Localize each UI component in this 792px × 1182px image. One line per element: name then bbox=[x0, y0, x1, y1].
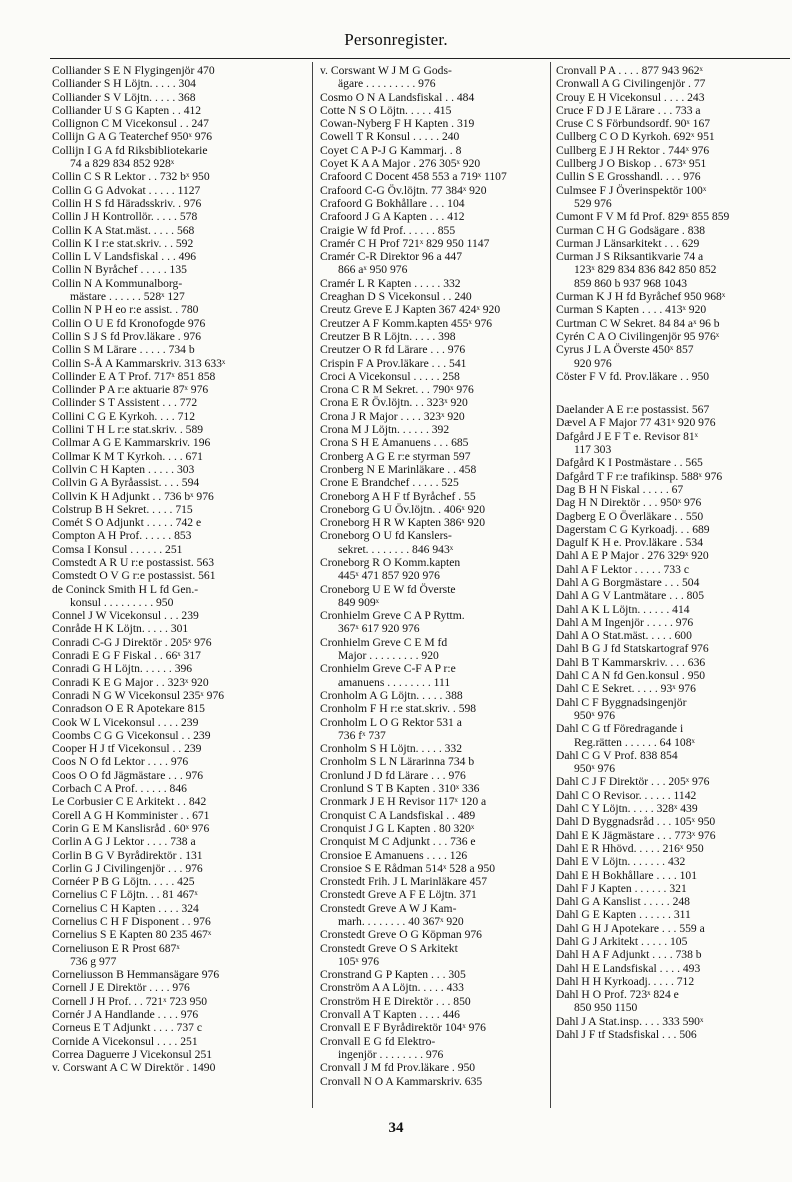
register-entry: Dahl B G J fd Statskartograf 976 bbox=[556, 642, 709, 656]
register-entry: Croneborg U E W fd Överste bbox=[320, 582, 456, 596]
register-entry: Conradi E G F Fiskal . . 66ˣ 317 bbox=[52, 649, 201, 663]
register-entry: Cronhielm Greve C A P Ryttm. bbox=[320, 609, 465, 623]
register-entry: Crona M J Löjtn. . . . . . 392 bbox=[320, 423, 450, 437]
register-entry: Crona C R M Sekret. . . 790ˣ 976 bbox=[320, 383, 474, 397]
register-entry: Dahl J A Stat.insp. . . . 333 590ˣ bbox=[556, 1014, 704, 1028]
register-entry-continuation: 529 976 bbox=[574, 196, 612, 210]
register-entry: Cronvall E F Byrådirektör 104ˣ 976 bbox=[320, 1021, 486, 1035]
register-entry: Colliander S E N Flygingenjör 470 bbox=[52, 64, 215, 77]
register-entry: Coyet K A A Major . 276 305ˣ 920 bbox=[320, 157, 481, 171]
register-entry: Coos O O fd Jägmästare . . . 976 bbox=[52, 768, 204, 782]
register-entry-continuation: 866 aˣ 950 976 bbox=[338, 263, 408, 277]
register-entry: de Coninck Smith H L fd Gen.- bbox=[52, 582, 199, 596]
register-entry-continuation: 859 860 b 937 968 1043 bbox=[574, 276, 688, 290]
register-entry: Crona J R Major . . . . 323ˣ 920 bbox=[320, 409, 465, 423]
register-entry: Corin G E M Kanslisråd . 60ˣ 976 bbox=[52, 821, 210, 835]
register-entry: Corlin G J Civilingenjör . . . 976 bbox=[52, 861, 203, 875]
register-entry: Cronmark J E H Revisor 117ˣ 120 a bbox=[320, 795, 487, 809]
register-entry-continuation: Reg.rätten . . . . . . 64 108ˣ bbox=[574, 735, 695, 749]
register-entry: Comstedt A R U r:e postassist. 563 bbox=[52, 555, 215, 569]
register-entry: Creutzer A F Komm.kapten 455ˣ 976 bbox=[320, 316, 493, 330]
register-entry: Dahl J F tf Stadsfiskal . . . 506 bbox=[556, 1028, 697, 1042]
register-entry: Collinder E A T Prof. 717ˣ 851 858 bbox=[52, 369, 216, 383]
register-entry: Cronsioe S E Rådman 514ˣ 528 a 950 bbox=[320, 861, 495, 875]
register-entry-continuation: ingenjör . . . . . . . . 976 bbox=[338, 1047, 444, 1061]
register-entry: Collin S J S fd Prov.läkare . 976 bbox=[52, 329, 201, 343]
column-divider bbox=[312, 62, 313, 1108]
register-entry: Cornide A Vicekonsul . . . . 251 bbox=[52, 1034, 198, 1048]
register-entry: Cornelius C H Kapten . . . . 324 bbox=[52, 901, 199, 915]
register-entry: Coyet C A P-J G Kammarj. . 8 bbox=[320, 143, 462, 157]
register-entry: Creutzer O R fd Lärare . . . 976 bbox=[320, 343, 466, 357]
register-entry-continuation: amanuens . . . . . . . . 111 bbox=[338, 675, 451, 689]
register-column-2 bbox=[320, 64, 544, 1104]
register-entry: Cullin S E Grosshandl. . . . 976 bbox=[556, 170, 701, 184]
register-entry: Collin N Byråchef . . . . . 135 bbox=[52, 263, 187, 277]
register-entry: Cowell T R Konsul . . . . . 240 bbox=[320, 130, 460, 144]
register-entry: Crispin F A Prov.läkare . . . 541 bbox=[320, 356, 467, 370]
register-entry: Comét S O Adjunkt . . . . . 742 e bbox=[52, 516, 202, 530]
register-entry: Dagerstam C G Kyrkoadj. . . 689 bbox=[556, 522, 710, 536]
register-entry: Crafoord J G A Kapten . . . 412 bbox=[320, 210, 465, 224]
register-entry: Corlin A G J Lektor . . . . 738 a bbox=[52, 835, 196, 849]
register-entry: Cyrus J L A Överste 450ˣ 857 bbox=[556, 343, 694, 357]
register-entry: Collinder S T Assistent . . . 772 bbox=[52, 396, 198, 410]
register-entry: Dahl H E Landsfiskal . . . . 493 bbox=[556, 961, 701, 975]
register-entry: Collin S M Lärare . . . . . 734 b bbox=[52, 343, 195, 357]
register-entry: Cronquist J G L Kapten . 80 320ˣ bbox=[320, 821, 475, 835]
register-entry: Curman K J H fd Byråchef 950 968ˣ bbox=[556, 290, 726, 304]
register-entry: Creutz Greve E J Kapten 367 424ˣ 920 bbox=[320, 303, 501, 317]
register-entry: Coos N O fd Lektor . . . . 976 bbox=[52, 755, 189, 769]
register-entry: Cowan-Nyberg F H Kapten . 319 bbox=[320, 117, 475, 131]
register-entry: Croneborg R O Komm.kapten bbox=[320, 555, 461, 569]
register-entry: Conradi K E G Major . . 323ˣ 920 bbox=[52, 675, 209, 689]
register-entry: Dahl C F Byggnadsingenjör bbox=[556, 695, 687, 709]
register-entry: Dahl C G tf Föredragande i bbox=[556, 722, 684, 736]
register-entry: Curman S Kapten . . . . 413ˣ 920 bbox=[556, 303, 707, 317]
register-entry-continuation: 920 976 bbox=[574, 356, 612, 370]
register-entry: Cronvall A T Kapten . . . . 446 bbox=[320, 1008, 460, 1022]
register-entry: Cronstedt Greve O G Köpman 976 bbox=[320, 928, 482, 942]
register-entry: Dahl A F Lektor . . . . . 733 c bbox=[556, 562, 689, 576]
register-entry: Crafoord G Bokhållare . . . 104 bbox=[320, 196, 465, 210]
register-entry: Cornelius S E Kapten 80 235 467ˣ bbox=[52, 928, 212, 942]
register-entry: Cronstedt Greve A F E Löjtn. 371 bbox=[320, 888, 477, 902]
register-entry: Conradi C-G J Direktör . 205ˣ 976 bbox=[52, 635, 212, 649]
register-entry: Cornell J H Prof. . . 721ˣ 723 950 bbox=[52, 994, 208, 1008]
register-entry: Dahl A M Ingenjör . . . . . 976 bbox=[556, 615, 694, 629]
register-entry: Correa Daguerre J Vicekonsul 251 bbox=[52, 1047, 213, 1061]
register-entry: Cruse C S Förbundsordf. 90ˣ 167 bbox=[556, 117, 711, 131]
register-entry: Dafgård J E F T e. Revisor 81ˣ bbox=[556, 429, 699, 443]
register-entry: Cronvall E G fd Elektro- bbox=[320, 1034, 436, 1048]
register-entry-continuation: ägare . . . . . . . . . 976 bbox=[338, 77, 436, 91]
register-entry: Cronholm S H Löjtn. . . . . 332 bbox=[320, 742, 463, 756]
register-entry: Cumont F V M fd Prof. 829ˣ 855 859 bbox=[556, 210, 730, 224]
register-entry: Culmsee F J Överinspektör 100ˣ bbox=[556, 183, 707, 197]
register-entry: Cyrén C A O Civilingenjör 95 976ˣ bbox=[556, 329, 720, 343]
register-entry: Dahl A O Stat.mäst. . . . . 600 bbox=[556, 629, 692, 643]
register-entry: Cornell J E Direktör . . . . 976 bbox=[52, 981, 190, 995]
register-entry: Collvin G A Byråassist. . . . 594 bbox=[52, 476, 200, 490]
register-entry: Dahl C G V Prof. 838 854 bbox=[556, 748, 678, 762]
register-entry: Cronlund J D fd Lärare . . . 976 bbox=[320, 768, 466, 782]
register-entry: Collijn G A G Teaterchef 950ˣ 976 bbox=[52, 130, 213, 144]
register-entry: Dahl C O Revisor. . . . . . 1142 bbox=[556, 788, 697, 802]
register-entry: Cullberg J O Biskop . . 673ˣ 951 bbox=[556, 157, 707, 171]
page-title: Personregister. bbox=[344, 30, 448, 49]
register-entry-continuation: 367ˣ 617 920 976 bbox=[338, 622, 420, 636]
register-entry: Croneborg G U Öv.löjtn. . 406ˣ 920 bbox=[320, 502, 486, 516]
register-entry: Dahl H A F Adjunkt . . . . 738 b bbox=[556, 948, 702, 962]
register-entry: Crone E Brandchef . . . . . 525 bbox=[320, 476, 459, 490]
register-entry: Dahl G E Kapten . . . . . . 311 bbox=[556, 908, 691, 922]
header-rule bbox=[50, 58, 790, 59]
register-entry: Cronstedt Greve O S Arkitekt bbox=[320, 941, 458, 955]
register-entry: Cramér C H Prof 721ˣ 829 950 1147 bbox=[320, 236, 490, 250]
register-entry: Crouy E H Vicekonsul . . . . 243 bbox=[556, 90, 705, 104]
register-entry: Creutzer B R Löjtn. . . . . 398 bbox=[320, 329, 456, 343]
register-entry: Creaghan D S Vicekonsul . . 240 bbox=[320, 290, 472, 304]
register-entry: Connel J W Vicekonsul . . . 239 bbox=[52, 609, 199, 623]
register-entry: Collijn I G A fd Riksbibliotekarie bbox=[52, 143, 208, 157]
register-entry: Curman C H G Godsägare . 838 bbox=[556, 223, 706, 237]
register-entry: Cosmo O N A Landsfiskal . . 484 bbox=[320, 90, 475, 104]
register-entry: Conradson O E R Apotekare 815 bbox=[52, 702, 205, 716]
register-entry: Dahl A G Borgmästare . . . 504 bbox=[556, 575, 700, 589]
register-entry: Cook W L Vicekonsul . . . . 239 bbox=[52, 715, 199, 729]
register-entry: Coombs C G G Vicekonsul . . 239 bbox=[52, 728, 211, 742]
register-entry: Colliander U S G Kapten . . 412 bbox=[52, 103, 202, 117]
register-entry: Dag H N Direktör . . . 950ˣ 976 bbox=[556, 496, 702, 510]
register-entry: Cronstedt Frih. J L Marinläkare 457 bbox=[320, 875, 488, 889]
register-entry-continuation: 850 950 1150 bbox=[574, 1001, 638, 1015]
register-entry-continuation: 736 g 977 bbox=[70, 954, 117, 968]
register-entry: Curman J Länsarkitekt . . . 629 bbox=[556, 236, 700, 250]
register-entry: Croneborg H R W Kapten 386ˣ 920 bbox=[320, 516, 486, 530]
register-entry: Dag B H N Fiskal . . . . . 67 bbox=[556, 482, 684, 496]
register-entry: Dagulf K H e. Prov.läkare . 534 bbox=[556, 536, 704, 550]
register-entry: Colstrup B H Sekret. . . . . 715 bbox=[52, 502, 193, 516]
register-entry: Conradi N G W Vicekonsul 235ˣ 976 bbox=[52, 688, 225, 702]
register-entry: Conradi G H Löjtn. . . . . . 396 bbox=[52, 662, 193, 676]
register-entry: Colliander S H Löjtn. . . . . 304 bbox=[52, 77, 196, 91]
register-entry: Collini T H L r:e stat.skriv. . 589 bbox=[52, 423, 204, 437]
register-entry: Cronwall A G Civilingenjör . 77 bbox=[556, 77, 706, 91]
register-column-3 bbox=[556, 64, 790, 1104]
register-entry: Dahl H H Kyrkoadj. . . . . 712 bbox=[556, 974, 695, 988]
register-entry: Dahl D Byggnadsråd . . . 105ˣ 950 bbox=[556, 815, 716, 829]
register-entry: Dafgård K I Postmästare . . 565 bbox=[556, 456, 703, 470]
register-entry: Dahl C E Sekret. . . . . 93ˣ 976 bbox=[556, 682, 696, 696]
register-entry: Corlin B G V Byrådirektör . 131 bbox=[52, 848, 203, 862]
register-entry: Croci A Vicekonsul . . . . . 258 bbox=[320, 369, 460, 383]
register-entry: Collmar K M T Kyrkoh. . . . 671 bbox=[52, 449, 203, 463]
register-entry-continuation: 117 303 bbox=[574, 443, 612, 457]
register-entry: Dahl A G V Lantmätare . . . 805 bbox=[556, 589, 705, 603]
register-entry: Cronström H E Direktör . . . 850 bbox=[320, 994, 471, 1008]
register-entry: v. Corswant A C W Direktör . 1490 bbox=[52, 1061, 216, 1075]
register-entry: Cronvall P A . . . . 877 943 962ˣ bbox=[556, 64, 703, 77]
register-entry: Dahl C J F Direktör . . . 205ˣ 976 bbox=[556, 775, 710, 789]
register-entry: Dahl G A Kanslist . . . . . 248 bbox=[556, 895, 690, 909]
register-entry: Collvin C H Kapten . . . . . 303 bbox=[52, 462, 195, 476]
register-entry: Dahl E K Jägmästare . . . 773ˣ 976 bbox=[556, 828, 716, 842]
register-entry: Collin K A Stat.mäst. . . . . 568 bbox=[52, 223, 195, 237]
register-entry: Le Corbusier C E Arkitekt . . 842 bbox=[52, 795, 207, 809]
register-entry: Collin O U E fd Kronofogde 976 bbox=[52, 316, 206, 330]
register-entry-continuation: sekret. . . . . . . . 846 943ˣ bbox=[338, 542, 454, 556]
register-entry: Cronstrand G P Kapten . . . 305 bbox=[320, 968, 466, 982]
page-number: 34 bbox=[388, 1120, 404, 1136]
register-entry: Cotte N S O Löjtn. . . . . 415 bbox=[320, 103, 452, 117]
register-entry: Dahl G J Arkitekt . . . . . 105 bbox=[556, 935, 688, 948]
register-entry: Cronholm L O G Rektor 531 a bbox=[320, 715, 462, 729]
register-entry: Colliander S V Löjtn. . . . . 368 bbox=[52, 90, 196, 104]
register-entry: Dahl F J Kapten . . . . . . 321 bbox=[556, 881, 687, 895]
register-entry: Cronquist C A Landsfiskal . . 489 bbox=[320, 808, 476, 822]
register-entry: Curtman C W Sekret. 84 84 aˣ 96 b bbox=[556, 316, 720, 330]
register-entry: Cöster F V fd. Prov.läkare . . 950 bbox=[556, 369, 710, 383]
register-entry: Dahl C A N fd Gen.konsul . 950 bbox=[556, 669, 706, 683]
register-entry: Collin H S fd Häradsskriv. . 976 bbox=[52, 196, 202, 210]
register-entry-continuation: 849 909ˣ bbox=[338, 595, 380, 609]
register-entry-continuation: 105ˣ 976 bbox=[338, 954, 380, 968]
register-entry: Collin K I r:e stat.skriv. . . 592 bbox=[52, 236, 194, 250]
register-entry: Cooper H J tf Vicekonsul . . 239 bbox=[52, 742, 202, 756]
register-entry: Crona E R Öv.löjtn. . . 323ˣ 920 bbox=[320, 396, 468, 410]
register-entry: Collinder P A r:e aktuarie 87ˣ 976 bbox=[52, 383, 209, 397]
register-entry: Dahl H O Prof. 723ˣ 824 e bbox=[556, 988, 679, 1002]
register-entry: Dahl B T Kammarskriv. . . . 636 bbox=[556, 655, 706, 669]
register-entry: Collin N P H eo r:e assist. . 780 bbox=[52, 303, 199, 317]
register-entry: Dagberg E O Överläkare . . 550 bbox=[556, 509, 704, 523]
register-entry: Cronvall J M fd Prov.läkare . 950 bbox=[320, 1061, 476, 1075]
register-entry: Cramér L R Kapten . . . . . 332 bbox=[320, 276, 461, 290]
register-entry-continuation: 950ˣ 976 bbox=[574, 708, 616, 722]
register-column-1 bbox=[52, 64, 304, 1104]
register-entry: Corbach C A Prof. . . . . . 846 bbox=[52, 782, 187, 796]
register-entry: Cronstedt Greve A W J Kam- bbox=[320, 901, 457, 915]
register-entry-continuation: mästare . . . . . . 528ˣ 127 bbox=[70, 290, 185, 304]
register-entry: Cronlund S T B Kapten . 310ˣ 336 bbox=[320, 782, 480, 796]
register-entry: Cronberg N E Marinläkare . . 458 bbox=[320, 462, 477, 476]
register-entry: Cronberg A G E r:e styrman 597 bbox=[320, 449, 471, 463]
register-entry: Craigie W fd Prof. . . . . . 855 bbox=[320, 223, 456, 237]
register-entry: Dævel A F Major 77 431ˣ 920 976 bbox=[556, 416, 716, 430]
register-entry: Cronström A A Löjtn. . . . . 433 bbox=[320, 981, 464, 995]
register-entry-continuation: 445ˣ 471 857 920 976 bbox=[338, 569, 440, 583]
register-entry: Dahl E R Hhövd. . . . . 216ˣ 950 bbox=[556, 841, 704, 855]
register-entry: Crafoord C Docent 458 553 a 719ˣ 1107 bbox=[320, 170, 507, 184]
register-entry: Cronvall N O A Kammarskriv. 635 bbox=[320, 1074, 483, 1088]
register-entry: Dafgård T F r:e trafikinsp. 588ˣ 976 bbox=[556, 469, 723, 483]
register-entry: Comstedt O V G r:e postassist. 561 bbox=[52, 569, 216, 583]
register-entry: Dahl A E P Major . 276 329ˣ 920 bbox=[556, 549, 709, 563]
register-entry: Cullberg C O D Kyrkoh. 692ˣ 951 bbox=[556, 130, 715, 144]
register-entry: Cronsioe E Amanuens . . . . 126 bbox=[320, 848, 468, 862]
register-entry: Cullberg E J H Rektor . 744ˣ 976 bbox=[556, 143, 710, 157]
register-entry-continuation: 736 fˣ 737 bbox=[338, 728, 386, 742]
register-entry: Crona S H E Amanuens . . . 685 bbox=[320, 436, 469, 450]
register-entry-continuation: Major . . . . . . . . . 920 bbox=[338, 649, 439, 663]
register-entry: Collignon C M Vicekonsul . . 247 bbox=[52, 117, 209, 131]
register-entry: Cronholm A G Löjtn. . . . . 388 bbox=[320, 688, 463, 702]
register-entry: Cronholm S L N Lärarinna 734 b bbox=[320, 755, 475, 769]
register-entry: Cramér C-R Direktor 96 a 447 bbox=[320, 250, 462, 264]
register-entry: Cornér J A Handlande . . . . 976 bbox=[52, 1008, 199, 1022]
register-entry: Dahl G H J Apotekare . . . 559 a bbox=[556, 921, 705, 935]
register-entry: Cronhielm Greve C E M fd bbox=[320, 635, 448, 649]
register-entry: Curman J S Riksantikvarie 74 a bbox=[556, 250, 704, 264]
register-entry: Crafoord C-G Öv.löjtn. 77 384ˣ 920 bbox=[320, 183, 487, 197]
register-entry: Comsa I Konsul . . . . . . 251 bbox=[52, 542, 183, 556]
register-entry: Croneborg O U fd Kanslers- bbox=[320, 529, 452, 543]
register-entry: Corneliuson E R Prost 687ˣ bbox=[52, 941, 180, 955]
register-entry: v. Corswant W J M G Gods- bbox=[320, 64, 452, 77]
register-entry: Dahl A K L Löjtn. . . . . . 414 bbox=[556, 602, 690, 616]
column-divider bbox=[550, 62, 551, 1108]
register-entry: Dahl C Y Löjtn. . . . . 328ˣ 439 bbox=[556, 802, 698, 816]
register-entry: Cornelius C F Löjtn. . . 81 467ˣ bbox=[52, 888, 198, 902]
register-entry: Collin S-Å A Kammarskriv. 313 633ˣ bbox=[52, 356, 226, 370]
register-entry: Cronquist M C Adjunkt . . . 736 e bbox=[320, 835, 476, 849]
register-entry: Collmar A G E Kammarskriv. 196 bbox=[52, 436, 211, 450]
register-entry: Collin C S R Lektor . . 732 bˣ 950 bbox=[52, 170, 210, 184]
register-entry: Collin G G Advokat . . . . . 1127 bbox=[52, 183, 201, 197]
register-entry-continuation: 74 a 829 834 852 928ˣ bbox=[70, 157, 175, 171]
register-entry: Croneborg A H F tf Byråchef . 55 bbox=[320, 489, 476, 503]
register-entry: Collin J H Kontrollör. . . . . 578 bbox=[52, 210, 198, 224]
register-entry: Conråde H K Löjtn. . . . . 301 bbox=[52, 622, 189, 636]
register-entry-continuation: konsul . . . . . . . . . 950 bbox=[70, 595, 174, 609]
register-entry: Cornéer P B G Löjtn. . . . . 425 bbox=[52, 875, 195, 889]
register-entry: Collvin K H Adjunkt . . 736 bˣ 976 bbox=[52, 489, 214, 503]
register-entry: Cornelius C H F Disponent . . 976 bbox=[52, 915, 211, 928]
register-entry-continuation: marh. . . . . . . . 40 367ˣ 920 bbox=[338, 915, 464, 928]
register-entry-continuation: 950ˣ 976 bbox=[574, 762, 616, 776]
register-entry: Corell A G H Komminister . . 671 bbox=[52, 808, 210, 822]
register-entry: Collin N A Kommunalborg- bbox=[52, 276, 183, 290]
register-entry: Daelander A E r:e postassist. 567 bbox=[556, 403, 710, 417]
register-entry: Cruce F D J E Lärare . . . 733 a bbox=[556, 103, 701, 117]
register-entry: Dahl E V Löjtn. . . . . . . 432 bbox=[556, 855, 686, 869]
register-entry: Collin L V Landsfiskal . . . 496 bbox=[52, 250, 197, 264]
register-entry: Corneus E T Adjunkt . . . . 737 c bbox=[52, 1021, 202, 1035]
register-entry: Corneliusson B Hemmansägare 976 bbox=[52, 968, 220, 982]
register-entry: Collini C G E Kyrkoh. . . . 712 bbox=[52, 409, 195, 423]
register-entry-continuation: 123ˣ 829 834 836 842 850 852 bbox=[574, 263, 717, 277]
register-entry: Compton A H Prof. . . . . . 853 bbox=[52, 529, 192, 543]
register-entry: Cronhielm Greve C-F A P r:e bbox=[320, 662, 456, 676]
register-entry: Dahl E H Bokhållare . . . . 101 bbox=[556, 868, 698, 882]
register-entry: Cronholm F H r:e stat.skriv. . 598 bbox=[320, 702, 477, 716]
